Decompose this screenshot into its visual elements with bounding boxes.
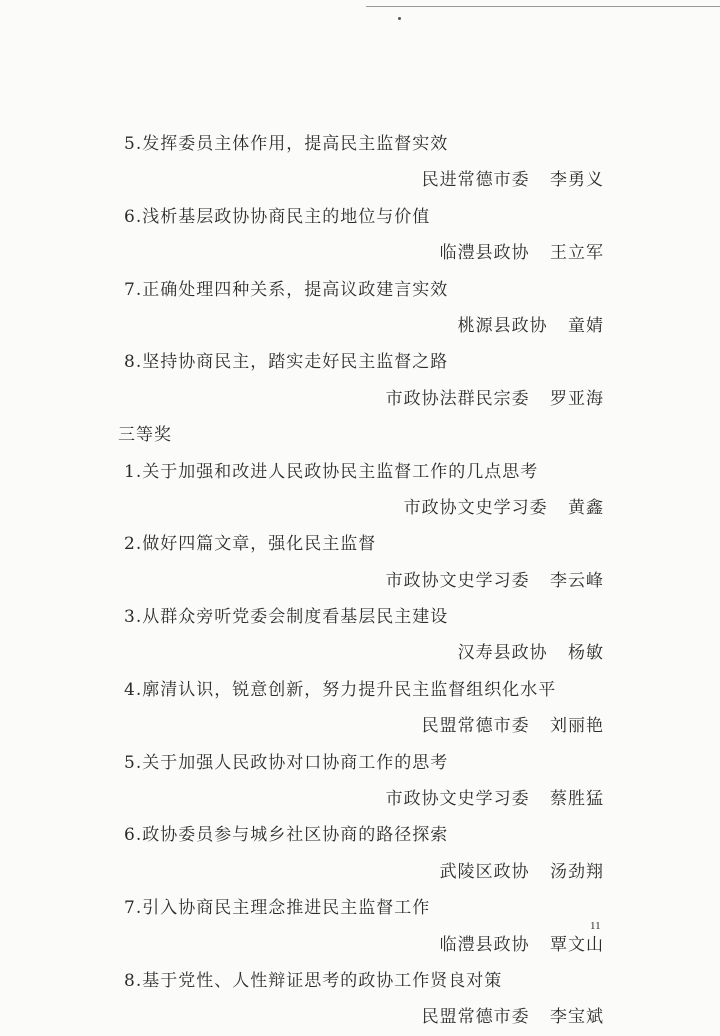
entry-title: 5.发挥委员主体作用，提高民主监督实效 <box>124 134 449 154</box>
entry-title: 6.浅析基层政协协商民主的地位与价值 <box>124 206 431 227</box>
entry-title: 8.基于党性、人性辩证思考的政协工作贤良对策 <box>124 970 503 991</box>
entry-author: 民盟常德市委 刘丽艳 <box>421 716 604 737</box>
entry-title: 2.做好四篇文章，强化民主监督 <box>124 534 377 555</box>
entry-author: 临澧县政协 王立军 <box>439 243 604 264</box>
award-list <box>118 126 604 1036</box>
entry-title: 5.关于加强人民政协对口协商工作的思考 <box>124 752 449 773</box>
entry-title: 6.政协委员参与城乡社区协商的路径探索 <box>124 825 449 846</box>
entry-title: 1.关于加强和改进人民政协民主监督工作的几点思考 <box>124 461 539 482</box>
entry-author: 民进常德市委 李勇义 <box>421 170 604 191</box>
entry-author: 桃源县政协 童婧 <box>457 315 604 336</box>
entry-title: 7.引入协商民主理念推进民主监督工作 <box>124 898 431 919</box>
entry-author: 民盟常德市委 李宝斌 <box>421 1007 604 1028</box>
entry-title: 8.坚持协商民主，踏实走好民主监督之路 <box>124 352 449 373</box>
entry-author: 武陵区政协 汤劲翔 <box>439 861 604 882</box>
entry-author: 汉寿县政协 杨敏 <box>457 643 604 664</box>
entry-author: 临澧县政协 覃文山 <box>439 934 604 955</box>
entry-title: 3.从群众旁听党委会制度看基层民主建设 <box>124 607 449 628</box>
page-number: 11 <box>590 920 601 932</box>
entry-author: 市政协文史学习委 李云峰 <box>385 570 604 591</box>
entry-title: 4.廓清认识，锐意创新，努力提升民主监督组织化水平 <box>124 679 557 700</box>
scan-edge-line <box>366 6 720 7</box>
entry-author: 市政协文史学习委 蔡胜猛 <box>385 789 604 810</box>
section-heading-third-prize: 三等奖 <box>118 425 172 446</box>
entry-title: 7.正确处理四种关系，提高议政建言实效 <box>124 279 449 300</box>
entry-author: 市政协法群民宗委 罗亚海 <box>385 388 604 409</box>
scan-speck <box>398 17 401 20</box>
entry-author: 市政协文史学习委 黄鑫 <box>403 497 604 518</box>
